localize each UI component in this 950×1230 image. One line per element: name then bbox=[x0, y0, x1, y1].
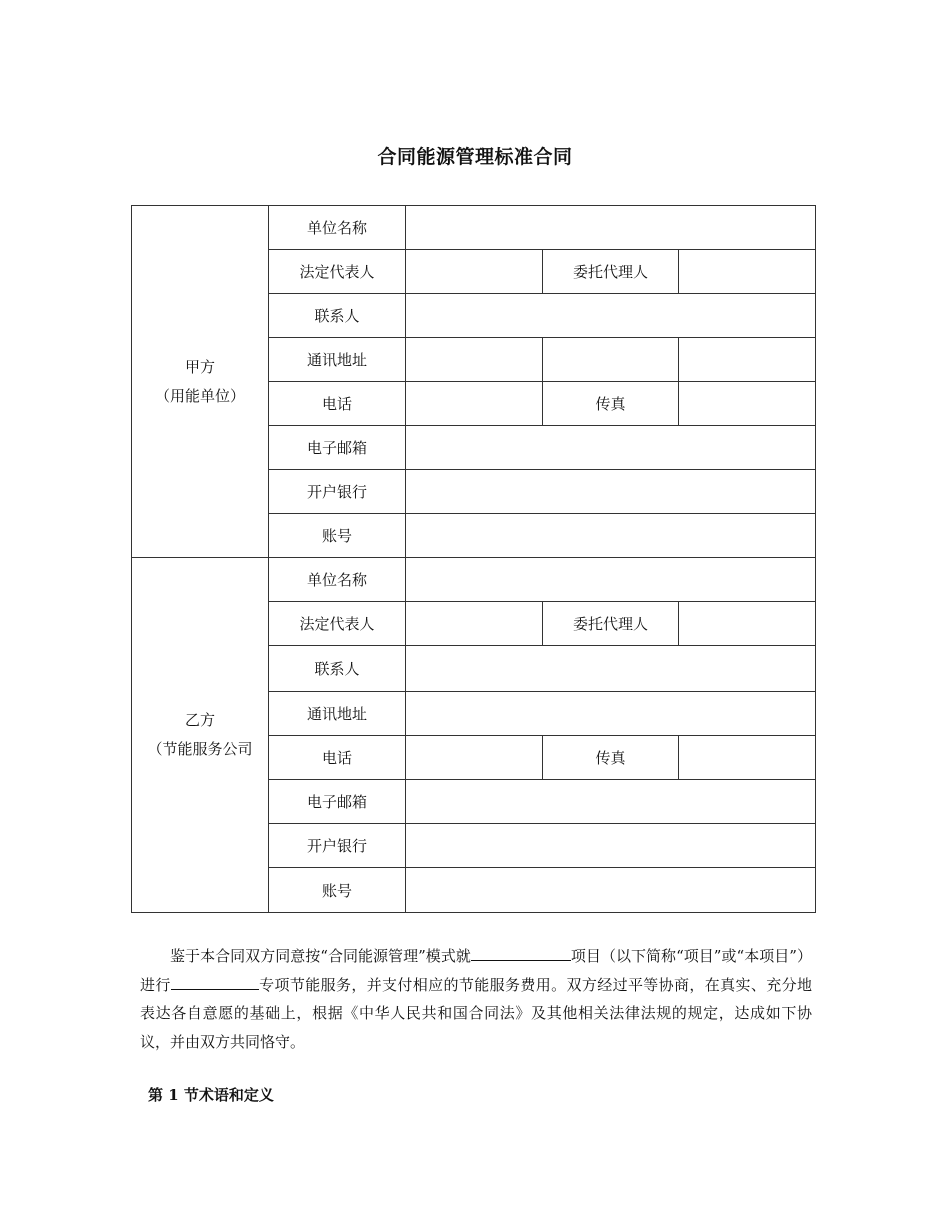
project-name-blank[interactable] bbox=[471, 942, 571, 961]
party-a-legal-rep-label: 法定代表人 bbox=[269, 250, 406, 294]
party-b-legal-rep-field[interactable] bbox=[406, 602, 543, 646]
party-a-account-label: 账号 bbox=[269, 514, 406, 558]
party-b-address-field[interactable] bbox=[406, 692, 816, 736]
party-a-contact-label: 联系人 bbox=[269, 294, 406, 338]
party-a-unit-name-label: 单位名称 bbox=[269, 206, 406, 250]
party-b-fax-field[interactable] bbox=[679, 736, 816, 780]
party-a-address-label: 通讯地址 bbox=[269, 338, 406, 382]
party-a-address-field-3[interactable] bbox=[679, 338, 816, 382]
party-a-address-field-2[interactable] bbox=[543, 338, 679, 382]
party-b-account-label: 账号 bbox=[269, 868, 406, 913]
party-a-fax-label: 传真 bbox=[543, 382, 679, 426]
party-a-agent-field[interactable] bbox=[679, 250, 816, 294]
party-b-agent-label: 委托代理人 bbox=[543, 602, 679, 646]
party-a-email-label: 电子邮箱 bbox=[269, 426, 406, 470]
party-b-email-field[interactable] bbox=[406, 780, 816, 824]
party-b-bank-field[interactable] bbox=[406, 824, 816, 868]
party-b-bank-label: 开户银行 bbox=[269, 824, 406, 868]
document-title: 合同能源管理标准合同 bbox=[377, 146, 573, 168]
party-a-fax-field[interactable] bbox=[679, 382, 816, 426]
party-b-phone-label: 电话 bbox=[269, 736, 406, 780]
party-b-contact-field[interactable] bbox=[406, 646, 816, 692]
party-info-table bbox=[131, 205, 816, 913]
party-a-phone-label: 电话 bbox=[269, 382, 406, 426]
party-b-address-label: 通讯地址 bbox=[269, 692, 406, 736]
party-a-agent-label: 委托代理人 bbox=[543, 250, 679, 294]
party-a-account-field[interactable] bbox=[406, 514, 816, 558]
party-b-phone-field[interactable] bbox=[406, 736, 543, 780]
party-a-cell bbox=[132, 206, 269, 558]
section-heading: 第 1 节术语和定义 bbox=[148, 1086, 274, 1104]
party-b-unit-name-label: 单位名称 bbox=[269, 558, 406, 602]
party-b-unit-name-field[interactable] bbox=[406, 558, 816, 602]
party-b-agent-field[interactable] bbox=[679, 602, 816, 646]
party-a-bank-field[interactable] bbox=[406, 470, 816, 514]
party-b-legal-rep-label: 法定代表人 bbox=[269, 602, 406, 646]
service-name-blank[interactable] bbox=[171, 971, 259, 990]
party-a-name: 甲方 bbox=[184, 357, 215, 376]
party-a-contact-field[interactable] bbox=[406, 294, 816, 338]
party-b-name: 乙方 bbox=[184, 711, 215, 729]
party-a-email-field[interactable] bbox=[406, 426, 816, 470]
party-a-bank-label: 开户银行 bbox=[269, 470, 406, 514]
party-a-subtitle: （用能单位） bbox=[154, 386, 245, 405]
party-b-account-field[interactable] bbox=[406, 868, 816, 913]
party-a-phone-field[interactable] bbox=[406, 382, 543, 426]
party-b-fax-label: 传真 bbox=[543, 736, 679, 780]
party-a-address-field-1[interactable] bbox=[406, 338, 543, 382]
party-a-legal-rep-field[interactable] bbox=[406, 250, 543, 294]
intro-text-part2: 项目（以下简称“项目”或“本项目”）进行 bbox=[140, 947, 812, 994]
party-b-contact-label: 联系人 bbox=[269, 646, 406, 692]
party-b-subtitle: （节能服务公司 bbox=[147, 740, 253, 758]
intro-text-part1: 鉴于本合同双方同意按“合同能源管理”模式就 bbox=[170, 947, 471, 965]
party-b-email-label: 电子邮箱 bbox=[269, 780, 406, 824]
party-b-cell bbox=[132, 558, 269, 913]
intro-text-part3: 专项节能服务，并支付相应的节能服务费用。双方经过平等协商，在真实、充分地表达各自意愿的基础上，根据《中华人民共和国合同法》及其他相关法律法规的规定，达成如下协议，并由双方共同恪守。 bbox=[140, 975, 812, 1051]
party-a-unit-name-field[interactable] bbox=[406, 206, 816, 250]
intro-paragraph bbox=[140, 942, 812, 1056]
